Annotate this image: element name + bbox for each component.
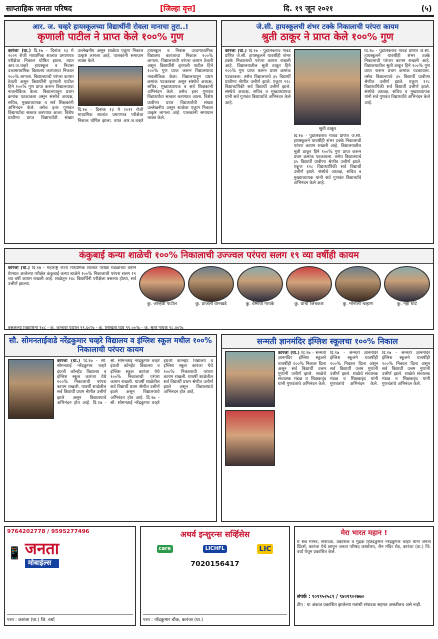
imprint-box [294,526,434,626]
article-kankubai-body: दि.१७ - महाराष्ट्र राज्य माध्यमिक शालांत परीक्षा मंडळाच्या वतीने घेण्यात आलेल्या परीक्षेत कंकुबाई कन्या शाळेने १००% निकालाची परंपरा सलग १९ व्या वर्षी कायम राखली आहे. शाळेतून १४८ विद्यार्थिनी परीक्षेला बसल्या होत्या, सर्व उत्तीर्ण झाल्या. [8,266,136,287]
article-somantai-body: दि.१७ - सौ. सोमनताई नरेंद्रकुमार चव्हरे इंग्रजी कॉन्व्हेंट विद्यालय व इंग्लिश स्कूल कारंजा येथे १००% निकालाची परंपरा कायम राखली. यावर्षी शाळेतील सर्व विद्यार्थी प्रथम श्रेणीत उत्तीर्ण झाले असून विद्यालयाचे अभिनंदन होत आहे. [57,359,107,406]
article-kankubai-photos [139,266,430,324]
article-somantai-dateline: कारंजा (घा.) [57,359,81,365]
article-somantai-headline: सौ. सोमनताईवाडे नरेंद्रकुमार चव्हरे विद्यालय व इंग्लिश स्कूल मधील १००% निकालाची परंपरा कायम [5,335,216,357]
article-sanmati-body-cont: दि.१७ - सन्मती ज्ञानमंदिर इंग्लिश स्कूलने यावर्षीही १००% निकाल दिला असून सर्व विद्यार्थी उत्तम गुणांनी उत्तीर्ण झाले. शाळेचे संचालक मंडळ व शिक्षकवृंद यांनी गुणवंतांचे अभिनंदन केले. [330,351,378,388]
ad-janata-phone: 9764202778 / 9595277496 [7,529,90,535]
article-sanmati [221,334,434,522]
article-somantai-photo [8,359,54,419]
mobile-phone-icon: 📱 [7,545,22,560]
ad-janata-address: पत्ता : कारंजा (घा.) जि. वर्धा [7,614,133,623]
article-sanmati-dateline: कारंजा (घा.) [278,351,300,357]
article-somantai [4,334,217,522]
article-kankubai [4,248,434,330]
article-krunali-kicker: आर. ज. चव्हरे हायस्कूलच्या विद्यार्थीनी रोवला मानाचा तुरा..! [32,23,189,31]
masthead-title: साप्ताहिक जनता परिषद [6,4,72,13]
article-somantai-body-cont: दि.१७ - सौ. सोमनताई नरेंद्रकुमार चव्हरे इंग्रजी कॉन्व्हेंट विद्यालय व इंग्लिश स्कूल कारंजा येथे १००% निकालाची परंपरा कायम राखली. यावर्षी शाळेतील सर्व विद्यार्थी प्रथम श्रेणीत उत्तीर्ण झाले असून विद्यालयाचे अभिनंदन होत आहे. [92,359,160,406]
ad-janata-mobiles [4,526,136,626]
article-krunali [4,20,217,244]
ad-insurance-lic-logo: LIC [259,545,272,553]
kankubai-photo-1: कु. जान्हवी पाटील [139,266,185,324]
article-krunali-headline: कृणाली पाटील ने प्राप्त केले १००% गुण [37,32,184,44]
kankubai-photo-2: कु. प्रांजली वानखडे [188,266,234,324]
kankubai-photo-6: कु. नेहा धोटे [384,266,430,324]
kankubai-photo-3: कु. वैष्णवी गायके [237,266,283,324]
article-kankubai-results: बसलेल्या विद्यार्थिनी १४८ - कु. जान्हवी पाटील ९९.६०% - कु. लिखिता दिघे ९९.००% - कु. श्रुती गायके ९८.४०% [8,326,184,332]
ad-insurance-phone: 7020156417 [190,560,240,568]
imprint-contact: संपर्क : ९०९९५२५८९ / ९४०१९०२७७० [297,595,365,600]
article-kankubai-headline: कंकुबाई कन्या शाळेची १००% निकालाची उज्ज्वल परंपरा सलग १९ व्या वर्षीही कायम [5,249,433,264]
article-sanmati-body-cont2: दि.१७ - सन्मती ज्ञानमंदिर इंग्लिश स्कूलने यावर्षीही १००% निकाल दिला असून सर्व विद्यार्थी उत्तम गुणांनी उत्तीर्ण झाले. शाळेचे संचालक मंडळ व शिक्षकवृंद यांनी गुणवंतांचे अभिनंदन केले. [382,351,430,388]
article-shruti-photo [294,49,362,125]
ad-insurance-care-logo: care [158,546,171,552]
article-shruti-photo-caption: श्रुती ठाकूर [318,126,337,132]
ad-janata-subtitle: मोबाईल्स [25,559,59,568]
article-shruti-kicker: जे.सी. हायस्कूलची शंभर टक्के निकालाची परंपरा कायम [256,23,399,31]
ad-insurance-address: पत्ता : नरेंद्रकुमार चौक, कारंजा (घा.) [143,614,287,623]
masthead-page: (५) [421,4,432,13]
article-sanmati-headline: सन्मती ज्ञानमंदिर इंग्लिश स्कूलचा १००% निकाल [222,335,433,349]
article-sanmati-photo-1 [225,351,275,407]
imprint-body: ये सब मानव, संपादक, प्रकाशक व मुद्रक हितेंद्रकुमार नरेंद्रकुमार चव्हरे यांनी जनता प्रिंटर्स, कारंजा येथे छापून जनता परिषद कार्यालय, जैन मंदिर रोड, कारंजा (घा.) जि. वर्धा येथून प्रकाशित केले. [297,540,431,556]
ad-atharva-insurance [140,526,290,626]
masthead-date: दि. १९ जून २०२१ [283,4,334,13]
ad-insurance-title: अथर्व इन्शुरन्स सर्व्हिसेस [180,530,250,539]
article-krunali-body: दि.१७ - दिनांक १३ मे २०२१ रोजी माध्यमिक शालांत प्रमाणपत्र परीक्षेचा निकाल घोषित झाला. त्यात आर.ज.चव्हरे हायस्कूल व निवास उच्चमाध्यमिक विद्यालय कारंजाचा निकाल १००% लागला. विद्यालयाची परंपरा कायम ठेवली असून विद्यार्थीनी कृणाली पाटील हिने १००% गुण प्राप्त करून विद्यालयाचा नावलौकिक केला. विद्यालयातून प्रथम क्रमांक पटकावला असून संस्थेचे अध्यक्ष, सचिव, मुख्याध्यापक व सर्व शिक्षकांनी अभिनंदन केले. तसेच इतर गुणवंत विद्यार्थ्यांचा सत्कार करण्यात आला. विशेष प्रावीण्य प्राप्त विद्यार्थ्यांची संख्या उल्लेखनीय असून शाळेचा एकूण निकाल उत्कृष्ट लागला आहे. पालकांनी समाधान व्यक्त केले. [8,48,144,122]
masthead-center: [जिल्हा वृत्त] [159,4,196,13]
article-krunali-dateline: कारंजा (घा.) [8,48,31,54]
masthead [4,3,434,17]
article-shruti [221,20,434,244]
kankubai-photo-5: कु. मोनाली चव्हाण [335,266,381,324]
article-shruti-body-right: दि.१७ - पुंडलिकराव गावंडे प्रणित जे.सी. हायस्कूलने यावर्षीही शंभर टक्के निकालाची परंपरा कायम राखली आहे. विद्यालयातील श्रुती ठाकूर हिने १००% गुण प्राप्त करून प्रथम क्रमांक पटकावला. तसेच विद्यालयाचे ३५ विद्यार्थी प्रावीण्य श्रेणीत उत्तीर्ण झाले. एकूण १२८ विद्यार्थ्यांपैकी सर्व विद्यार्थी उत्तीर्ण झाले. संस्थेचे अध्यक्ष, सचिव व मुख्याध्यापक यांनी सर्व गुणवंत विद्यार्थ्यांचे अभिनंदन केले आहे. [364,48,430,106]
article-shruti-body: दि.१७ - पुंडलिकराव गावंडे प्रणित जे.सी. हायस्कूलने यावर्षीही शंभर टक्के निकालाची परंपरा कायम राखली आहे. विद्यालयातील श्रुती ठाकूर हिने १००% गुण प्राप्त करून प्रथम क्रमांक पटकावला. तसेच विद्यालयाचे ३५ विद्यार्थी प्रावीण्य श्रेणीत उत्तीर्ण झाले. एकूण १२८ विद्यार्थ्यांपैकी सर्व विद्यार्थी उत्तीर्ण झाले. संस्थेचे अध्यक्ष, सचिव व मुख्याध्यापक यांनी सर्व गुणवंत विद्यार्थ्यांचे अभिनंदन केले आहे. [225,48,291,106]
kankubai-photo-4: कु. प्राची जिचकार [286,266,332,324]
article-krunali-body-cont: दि.१७ - दिनांक १३ मे २०२१ रोजी माध्यमिक शालांत प्रमाणपत्र परीक्षेचा निकाल घोषित झाला. त्यात आर.ज.चव्हरे हायस्कूल व निवास उच्चमाध्यमिक विद्यालय कारंजाचा निकाल १००% लागला. विद्यालयाची परंपरा कायम ठेवली असून विद्यार्थीनी कृणाली पाटील हिने १००% गुण प्राप्त करून विद्यालयाचा नावलौकिक केला. विद्यालयातून प्रथम क्रमांक पटकावला असून संस्थेचे अध्यक्ष, सचिव, मुख्याध्यापक व सर्व शिक्षकांनी अभिनंदन केले. तसेच इतर गुणवंत विद्यार्थ्यांचा सत्कार करण्यात आला. विशेष प्रावीण्य प्राप्त विद्यार्थ्यांची संख्या उल्लेखनीय असून शाळेचा एकूण निकाल उत्कृष्ट लागला आहे. पालकांनी समाधान व्यक्त केले. [77,48,213,124]
ad-janata-title: जनता [24,539,59,558]
ad-insurance-lichfl-logo: LICHFL [205,546,225,552]
imprint-title: मेरा भारत महान ! [340,529,388,537]
article-shruti-dateline: कारंजा (घा.) [225,48,247,54]
article-sanmati-photo-2 [225,410,275,466]
article-kankubai-dateline: कारंजा (घा.) [8,266,30,272]
article-krunali-photo [78,66,144,106]
imprint-note: टीप : या अंकात प्रकाशित झालेल्या मतांशी संपादक सहमत असतीलच असे नाही. [297,603,422,608]
article-shruti-body-mid: दि.१७ - पुंडलिकराव गावंडे प्रणित जे.सी. हायस्कूलने यावर्षीही शंभर टक्के निकालाची परंपरा कायम राखली आहे. विद्यालयातील श्रुती ठाकूर हिने १००% गुण प्राप्त करून प्रथम क्रमांक पटकावला. तसेच विद्यालयाचे ३५ विद्यार्थी प्रावीण्य श्रेणीत उत्तीर्ण झाले. एकूण १२८ विद्यार्थ्यांपैकी सर्व विद्यार्थी उत्तीर्ण झाले. संस्थेचे अध्यक्ष, सचिव व मुख्याध्यापक यांनी सर्व गुणवंत विद्यार्थ्यांचे अभिनंदन केले आहे. [293,134,362,186]
article-sanmati-body: दि.१७ - सन्मती ज्ञानमंदिर इंग्लिश स्कूलने यावर्षीही १००% निकाल दिला असून सर्व विद्यार्थी उत्तम गुणांनी उत्तीर्ण झाले. शाळेचे संचालक मंडळ व शिक्षकवृंद यांनी गुणवंतांचे अभिनंदन केले. [278,351,326,388]
article-somantai-body-cont2: दि.१७ - सौ. सोमनताई नरेंद्रकुमार चव्हरे इंग्रजी कॉन्व्हेंट विद्यालय व इंग्लिश स्कूल कारंजा येथे १००% निकालाची परंपरा कायम राखली. यावर्षी शाळेतील सर्व विद्यार्थी प्रथम श्रेणीत उत्तीर्ण झाले असून विद्यालयाचे अभिनंदन होत आहे. [110,359,213,406]
article-shruti-headline: श्रुती ठाकूर ने प्राप्त केले १००% गुण [261,32,394,44]
